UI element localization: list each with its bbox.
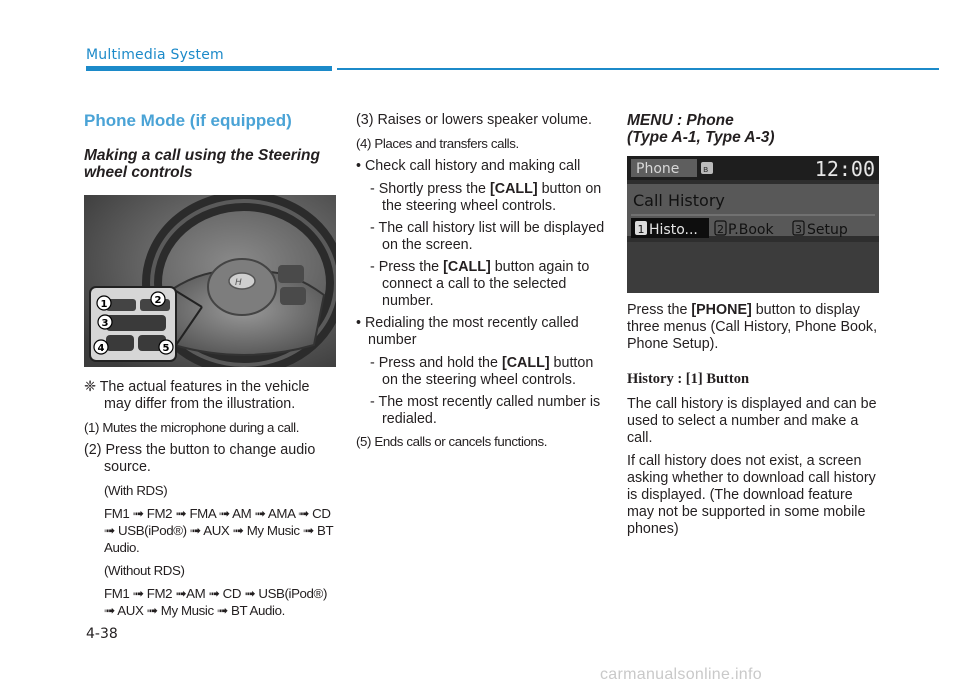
svg-text:3: 3: [795, 223, 802, 236]
call-history-step-1: - Shortly press the [CALL] button on the steering wheel controls.: [370, 181, 602, 214]
middle-column: [356, 112, 606, 456]
call-history-heading: Call History: [633, 191, 725, 210]
call-button-ref: [CALL]: [501, 355, 550, 371]
steering-wheel-image: [84, 195, 336, 367]
item-4: (4) Places and transfers calls.: [356, 136, 519, 151]
menu-phone-title: MENU : Phone (Type A-1, Type A-3): [627, 112, 775, 146]
svg-text:2: 2: [717, 223, 724, 236]
steering-subtitle: Making a call using the Steering wheel controls: [84, 147, 320, 181]
watermark: carmanualsonline.info: [600, 666, 762, 683]
callout-5-label: 5: [162, 343, 170, 354]
call-button-ref: [CALL]: [489, 181, 538, 197]
illustration-note: ❈ The actual features in the vehicle may differ from the illustration.: [84, 379, 310, 412]
phone-menu-screen: [627, 156, 879, 293]
press-phone-instruction: Press the [PHONE] button to display three menus (Call History, Phone Book, Phone Setup).: [627, 302, 878, 352]
menu-setup-label[interactable]: Setup: [807, 222, 848, 238]
without-rds-sequence: FM1 ➟ FM2 ➟AM ➟ CD ➟ USB(iPod®) ➟ AUX ➟ My Music ➟ BT Audio.: [104, 586, 327, 618]
call-button-ref: [CALL]: [443, 259, 491, 275]
callout-4-label: 4: [97, 343, 105, 354]
callout-3-label: 3: [101, 318, 109, 329]
header-bar: [86, 66, 332, 71]
mode-tab-label: Phone: [636, 161, 680, 177]
callout-2-label: 2: [154, 295, 162, 306]
page-number: 4-38: [86, 626, 118, 642]
history-heading: History : [1] Button: [627, 371, 750, 387]
bullet-call-history: • Check call history and making call: [356, 158, 581, 174]
header-rule: [337, 68, 939, 70]
callout-1-label: 1: [100, 299, 108, 310]
svg-text:H: H: [235, 278, 242, 288]
call-history-step-2: - The call history list will be displayed on the screen.: [370, 220, 605, 253]
section-title: Phone Mode (if equipped): [84, 111, 292, 130]
item-5: (5) Ends calls or cancels functions.: [356, 434, 548, 449]
item-2: (2) Press the button to change audio source.: [84, 442, 316, 475]
call-history-step-3: - Press the [CALL] button again to connect a call to the selected number.: [370, 259, 590, 309]
redial-step-1: - Press and hold the [CALL] button on the steering wheel controls.: [370, 355, 594, 388]
menu-history-label: Histo...: [649, 222, 698, 238]
item-1: (1) Mutes the microphone during a call.: [84, 420, 299, 435]
phone-menu-display: [627, 156, 879, 293]
svg-text:ʙ: ʙ: [703, 165, 709, 175]
redial-step-2: - The most recently called number is redialed.: [370, 394, 601, 427]
steering-wheel-illustration: [84, 195, 336, 367]
with-rds-label: (With RDS): [104, 483, 168, 498]
left-column: [84, 112, 336, 625]
item-3: (3) Raises or lowers speaker volume.: [356, 112, 592, 128]
phone-button-ref: [PHONE]: [691, 302, 752, 318]
header-title: Multimedia System: [86, 47, 224, 63]
clock: 12:00: [814, 157, 875, 181]
history-paragraph-2: If call history does not exist, a screen asking whether to download call history is displayed. (The download feature may not be supported in some mobile phones): [627, 453, 876, 537]
without-rds-label: (Without RDS): [104, 563, 185, 578]
right-column: [627, 112, 879, 544]
bullet-redial: • Redialing the most recently called number: [356, 315, 579, 348]
menu-phonebook-label[interactable]: P.Book: [728, 222, 774, 238]
svg-text:1: 1: [637, 223, 645, 236]
with-rds-sequence: FM1 ➟ FM2 ➟ FMA ➟ AM ➟ AMA ➟ CD ➟ USB(iPod®) ➟ AUX ➟ My Music ➟ BT Audio.: [104, 506, 333, 555]
history-paragraph-1: The call history is displayed and can be used to select a number and make a call.: [627, 396, 877, 446]
